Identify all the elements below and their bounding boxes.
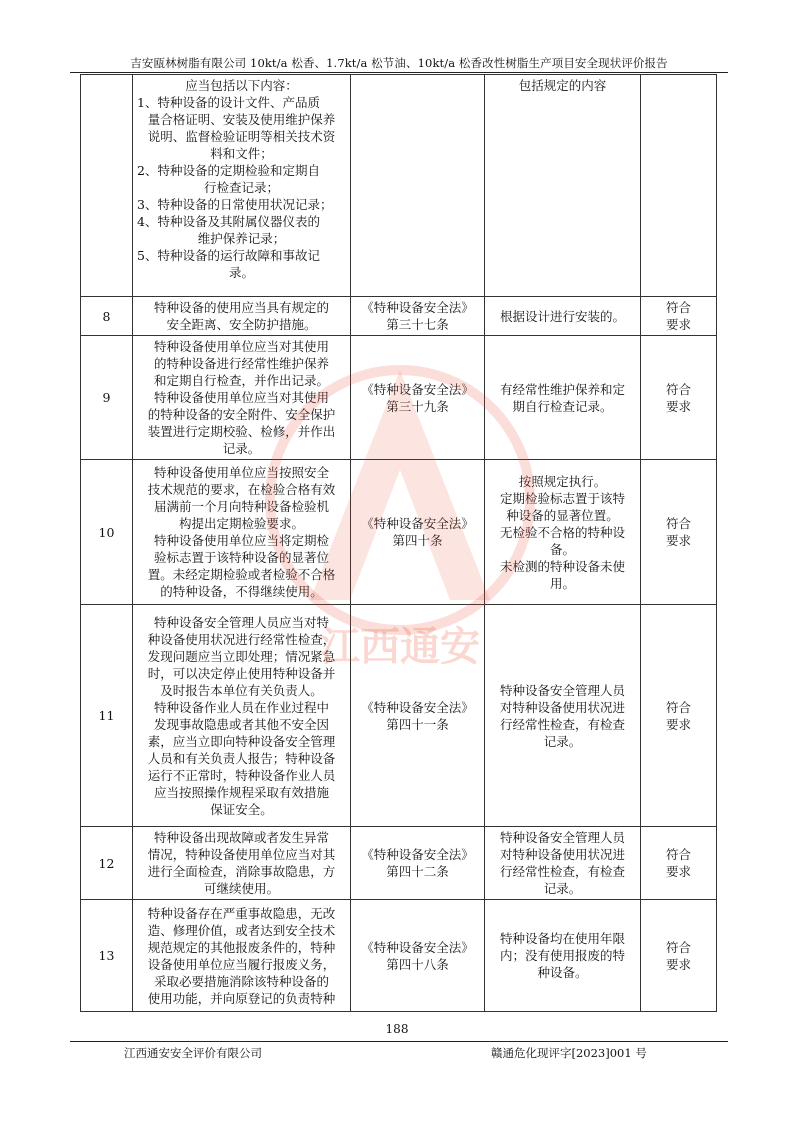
cell-line: 要求 (665, 533, 691, 548)
cell-basis (351, 827, 485, 900)
cell-fact (485, 827, 641, 900)
cell-line: 有经常性维护保养和定 (499, 381, 625, 397)
cell-line: 定期检验标志置于该特 (499, 490, 625, 506)
cell-result (641, 336, 717, 460)
cell-line: 种设备使用状况进行经常性检查， (147, 631, 336, 647)
cell-basis (351, 297, 485, 336)
cell-line: 要求 (665, 864, 691, 879)
cell-number: 12 (81, 827, 133, 900)
cell-result (641, 297, 717, 336)
cell-line: 要求 (665, 317, 691, 332)
cell-requirement (133, 827, 351, 900)
cell-basis (351, 900, 485, 1012)
cell-line: 设备使用单位应当履行报废义务， (147, 956, 336, 972)
table-row (81, 297, 717, 336)
watermark-text: 江西通安 (320, 625, 480, 669)
page-header: 吉安瓯林树脂有限公司 10kt/a 松香、1.7kt/a 松节油、10kt/a 松香改性树脂生产项目安全现状评价报告 (130, 56, 668, 70)
cell-line: 符合 (665, 847, 691, 862)
cell-line: 要求 (665, 716, 691, 732)
footer-rule (70, 1041, 728, 1042)
cell-fact (485, 297, 641, 336)
cell-line: 特种设备使用单位应当对其使用 (153, 390, 329, 405)
cell-line: 种设备。 (537, 965, 588, 980)
cell-line: 记录。 (543, 733, 582, 749)
cell-line: 可继续使用。 (203, 881, 279, 896)
cell-line: 对特种设备使用状况进 (499, 847, 625, 862)
cell-line: 构提出定期检验要求。 (178, 516, 304, 531)
cell-fact (485, 460, 641, 605)
cell-line: 的特种设备进行经常性维护保养 (153, 356, 329, 371)
cell-line: 料和文件； (210, 146, 273, 161)
cell-requirement (133, 75, 351, 297)
cell-number: 11 (81, 605, 133, 827)
table-row (81, 605, 717, 827)
cell-number: 10 (81, 460, 133, 605)
table-row (81, 900, 717, 1012)
cell-line: 5、特种设备的运行故障和事故记 (137, 248, 320, 263)
cell-line: 第三十七条 (386, 317, 449, 332)
cell-line: 《特种设备安全法》 (361, 699, 474, 715)
cell-line: 进行全面检查，消除事故隐患，方 (147, 864, 336, 879)
cell-requirement (133, 900, 351, 1012)
header-rule (70, 72, 728, 73)
cell-line: 特种设备使用单位应当对其使用 (153, 339, 329, 354)
cell-line: 特种设备出现故障或者发生异常 (153, 830, 329, 845)
cell-line: 特种设备使用单位应当将定期检 (153, 533, 329, 548)
cell-line: 造、修理价值，或者达到安全技术 (147, 922, 336, 938)
cell-line: 期自行检查记录。 (512, 398, 613, 414)
cell-line: 特种设备作业人员在作业过程中 (153, 699, 329, 715)
cell-line: 运行不正常时，特种设备作业人员 (147, 767, 336, 783)
cell-line: 用。 (549, 575, 575, 591)
cell-line: 及时报告本单位有关负责人。 (160, 682, 323, 698)
cell-line: 的特种设备，不得继续使用。 (160, 584, 323, 599)
cell-line: 行经常性检查，有检查 (499, 716, 625, 732)
cell-line: 发现事故隐患或者其他不安全因 (153, 716, 329, 732)
cell-line: 《特种设备安全法》 (361, 516, 474, 531)
cell-fact (485, 605, 641, 827)
cell-line: 未检测的特种设备未使 (499, 558, 625, 574)
cell-line: 第四十二条 (386, 864, 449, 879)
cell-line: 规范规定的其他报废条件的，特种 (147, 939, 336, 955)
cell-line: 和定期自行检查，并作出记录。 (153, 373, 329, 388)
cell-line: 量合格证明、安装及使用维护保养 (147, 112, 336, 127)
footer-report-code: 赣通危化现评字[2023]001 号 (491, 1046, 647, 1060)
cell-line: 无检验不合格的特种设 (499, 524, 625, 540)
cell-fact (485, 336, 641, 460)
cell-line: 第四十八条 (386, 956, 449, 972)
cell-line: 要求 (665, 956, 691, 972)
cell-requirement (133, 297, 351, 336)
cell-line: 《特种设备安全法》 (361, 939, 474, 955)
cell-line: 应当按照操作规程采取有效措施 (153, 784, 329, 800)
cell-line: 验标志置于该特种设备的显著位 (153, 550, 329, 565)
cell-line: 使用功能，并向原登记的负责特种 (147, 990, 336, 1006)
cell-number: 13 (81, 900, 133, 1012)
cell-line: 特种设备的使用应当具有规定的 (153, 300, 329, 315)
cell-result (641, 605, 717, 827)
cell-basis (351, 75, 485, 297)
cell-fact (485, 900, 641, 1012)
cell-line: 采取必要措施消除该特种设备的 (153, 973, 329, 989)
cell-basis (351, 336, 485, 460)
cell-line: 备。 (549, 541, 575, 557)
cell-line: 《特种设备安全法》 (361, 300, 474, 315)
cell-basis (351, 460, 485, 605)
cell-result (641, 75, 717, 297)
cell-line: 发现问题应当立即处理；情况紧急 (147, 648, 336, 664)
cell-line: 置。未经定期检验或者检验不合格 (147, 567, 336, 582)
table-row (81, 827, 717, 900)
cell-line: 《特种设备安全法》 (361, 847, 474, 862)
page-number: 188 (385, 1022, 409, 1036)
cell-line: 录。 (228, 265, 254, 280)
cell-number: 8 (81, 297, 133, 336)
cell-line: 内；没有使用报废的特 (499, 948, 625, 963)
cell-requirement (133, 460, 351, 605)
cell-line: 符合 (665, 300, 691, 315)
cell-result (641, 827, 717, 900)
cell-line: 时，可以决定停止使用特种设备并 (147, 665, 336, 681)
cell-line: 特种设备安全管理人员 (499, 682, 625, 698)
cell-line: 情况，特种设备使用单位应当对其 (147, 847, 336, 862)
cell-line: 保证安全。 (210, 801, 273, 817)
evaluation-table (80, 74, 717, 1012)
cell-line: 2、特种设备的定期检验和定期自 (137, 163, 320, 178)
cell-fact (485, 75, 641, 297)
cell-line: 应当包括以下内容： (185, 78, 298, 93)
cell-line: 装置进行定期校验、检修，并作出 (147, 424, 336, 439)
cell-line: 《特种设备安全法》 (361, 381, 474, 397)
footer-company: 江西通安安全评价有限公司 (124, 1046, 262, 1060)
cell-line: 记录。 (222, 441, 261, 456)
cell-number (81, 75, 133, 297)
cell-line: 符合 (665, 381, 691, 397)
cell-line: 特种设备安全管理人员应当对特 (153, 614, 329, 630)
cell-line: 特种设备存在严重事故隐患，无改 (147, 905, 336, 921)
cell-line: 安全距离、安全防护措施。 (166, 317, 317, 332)
cell-basis (351, 605, 485, 827)
table-row (81, 460, 717, 605)
cell-line: 按照规定执行。 (518, 473, 607, 489)
cell-line: 特种设备安全管理人员 (499, 830, 625, 845)
cell-result (641, 900, 717, 1012)
cell-line: 符合 (665, 516, 691, 531)
cell-line: 要求 (665, 398, 691, 414)
cell-line: 届满前一个月向特种设备检验机 (153, 499, 329, 514)
cell-line: 维护保养记录； (197, 231, 286, 246)
cell-number: 9 (81, 336, 133, 460)
cell-line: 根据设计进行安装的。 (499, 308, 625, 324)
table-row (81, 75, 717, 297)
cell-line: 说明、监督检验证明等相关技术资 (147, 129, 336, 144)
table-row (81, 336, 717, 460)
cell-line: 的特种设备的安全附件、安全保护 (147, 407, 336, 422)
cell-line: 技术规范的要求，在检验合格有效 (147, 482, 336, 497)
cell-line: 行检查记录； (203, 180, 279, 195)
cell-line: 对特种设备使用状况进 (499, 699, 625, 715)
cell-line: 符合 (665, 939, 691, 955)
cell-requirement (133, 336, 351, 460)
cell-line: 第四十条 (392, 533, 443, 548)
cell-line: 特种设备均在使用年限 (499, 931, 625, 946)
cell-line: 记录。 (543, 881, 582, 896)
cell-line: 包括规定的内容 (518, 78, 607, 93)
cell-line: 人员和有关负责人报告；特种设备 (147, 750, 336, 766)
cell-line: 第三十九条 (386, 398, 449, 414)
cell-line: 行经常性检查，有检查 (499, 864, 625, 879)
cell-line: 特种设备使用单位应当按照安全 (153, 465, 329, 480)
cell-line: 素，应当立即向特种设备安全管理 (147, 733, 336, 749)
cell-requirement (133, 605, 351, 827)
cell-line: 1、特种设备的设计文件、产品质 (137, 95, 320, 110)
cell-line: 第四十一条 (386, 716, 449, 732)
cell-line: 3、特种设备的日常使用状况记录； (137, 197, 333, 212)
cell-result (641, 460, 717, 605)
cell-line: 4、特种设备及其附属仪器仪表的 (137, 214, 320, 229)
cell-line: 符合 (665, 699, 691, 715)
cell-line: 种设备的显著位置。 (506, 507, 619, 523)
